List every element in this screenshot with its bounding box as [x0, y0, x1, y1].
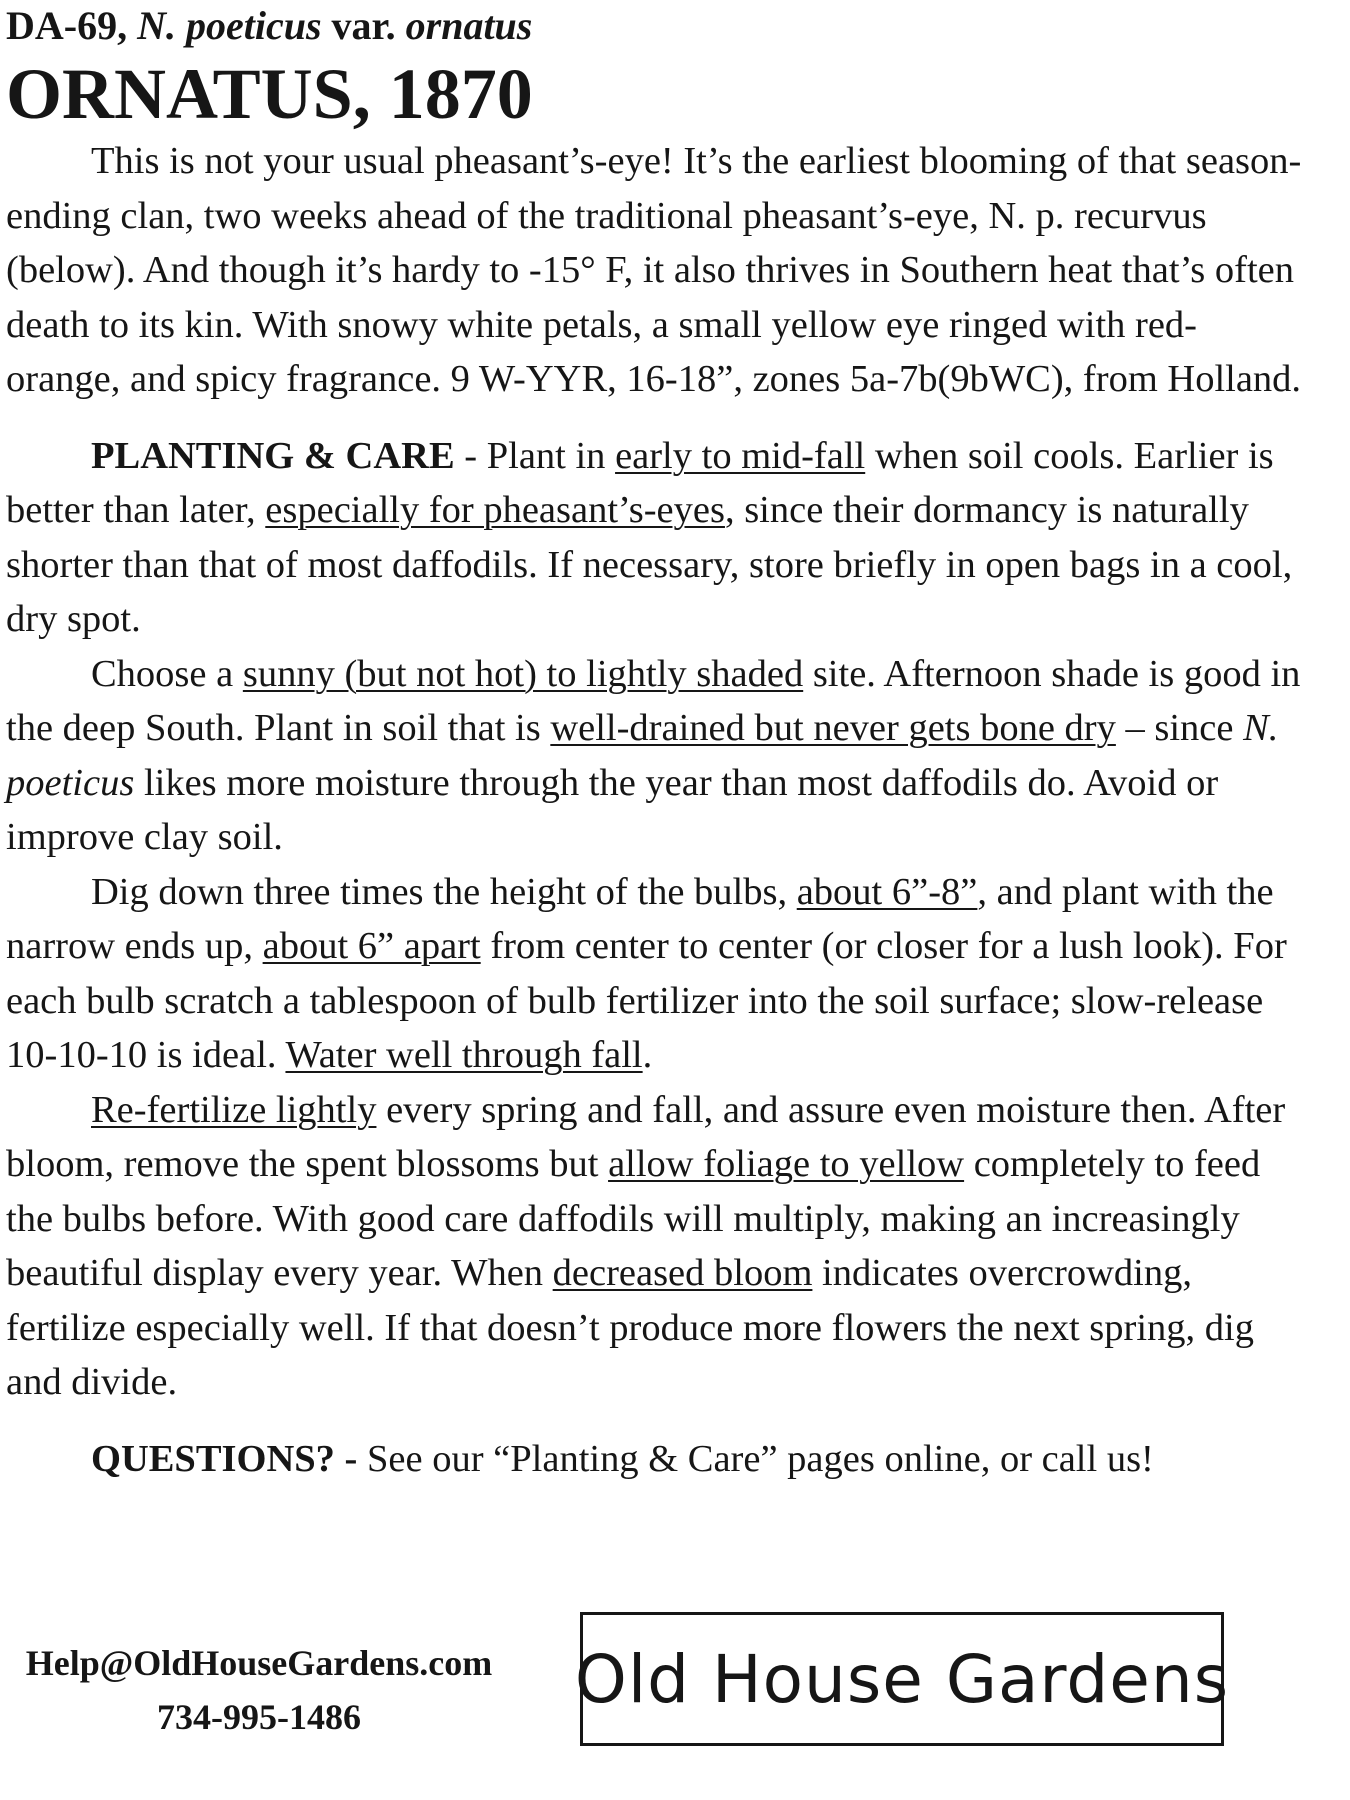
var-word: var. — [321, 3, 406, 48]
underlined-phrase: Re-fertilize lightly — [91, 1088, 377, 1131]
email-address[interactable]: Help@OldHouseGardens.com — [25, 1643, 493, 1683]
underlined-phrase: about 6” apart — [262, 925, 481, 967]
underlined-phrase: well-drained but never gets bone dry — [550, 707, 1116, 749]
planting-paragraph-1: PLANTING & CARE - Plant in early to mid-fall when soil cools. Earlier is better than later, especially for pheasant’s-eyes, since their dormancy is naturally shorter than that of most daffodils. If necessary, store briefly in open bags in a cool, dry spot. — [6, 434, 1293, 640]
variety-code: DA-69, — [6, 3, 138, 48]
planting-paragraph-4: Re-fertilize lightly every spring and fall, and assure even moisture then. After bloom, remove the spent blossoms but allow foliage to yellow completely to feed the bulbs before. With good care daffodils will multiply, making an increasingly beautiful display every year. When decreased bloom indicates overcrowding, fertilize especially well. If that doesn’t produce more flowers the next spring, dig and divide. — [6, 1088, 1286, 1403]
variety-name: ornatus — [405, 3, 533, 48]
species-name: N. poeticus — [6, 707, 1279, 804]
body-text — [6, 134, 1306, 1486]
brand-logo: Old House Gardens — [574, 1640, 1230, 1718]
page-title: ORNATUS, 1870 — [6, 54, 533, 134]
contact-block — [0, 1636, 518, 1744]
underlined-phrase: sunny (but not hot) to lightly shaded — [242, 652, 804, 695]
underlined-phrase: early to mid-fall — [615, 434, 866, 477]
planting-paragraph-3: Dig down three times the height of the bulbs, about 6”-8”, and plant with the narrow ends up, about 6” apart from center to center (or closer for a lush look). For each bulb scratch a tablespoon of bulb fertilizer into the soil surface; slow-release 10-10-10 is ideal. Water well through fall. — [6, 870, 1287, 1076]
phone-number: 734-995-1486 — [157, 1697, 361, 1737]
intro-paragraph: This is not your usual pheasant’s-eye! It’s the earliest blooming of that season-ending clan, two weeks ahead of the traditional pheasant’s-eye, N. p. recurvus (below). And though it’s hardy to -15° F, it also thrives in Southern heat that’s often death to its kin. With snowy white petals, a small yellow eye ringed with red-orange, and spicy fragrance. 9 W-YYR, 16-18”, zones 5a-7b(9bWC), from Holland. — [6, 140, 1302, 400]
variety-code-line — [6, 0, 532, 52]
questions-heading: QUESTIONS? - — [91, 1437, 358, 1480]
underlined-phrase: Water well through fall — [285, 1034, 643, 1076]
underlined-phrase: especially for pheasant’s-eyes — [265, 489, 725, 531]
logo-box — [574, 1612, 1230, 1746]
species-name: N. poeticus — [137, 3, 322, 48]
planting-heading: PLANTING & CARE — [91, 434, 455, 477]
questions-paragraph: QUESTIONS? - See our “Planting & Care” pages online, or call us! — [91, 1437, 1154, 1480]
underlined-phrase: decreased bloom — [552, 1252, 813, 1294]
underlined-phrase: allow foliage to yellow — [608, 1143, 965, 1185]
planting-paragraph-2: Choose a sunny (but not hot) to lightly shaded site. Afternoon shade is good in the deep South. Plant in soil that is well-drained but never gets bone dry – since N. poeticus likes more moisture through the year than most daffodils do. Avoid or improve clay soil. — [6, 652, 1301, 858]
underlined-phrase: about 6”-8” — [796, 870, 978, 913]
